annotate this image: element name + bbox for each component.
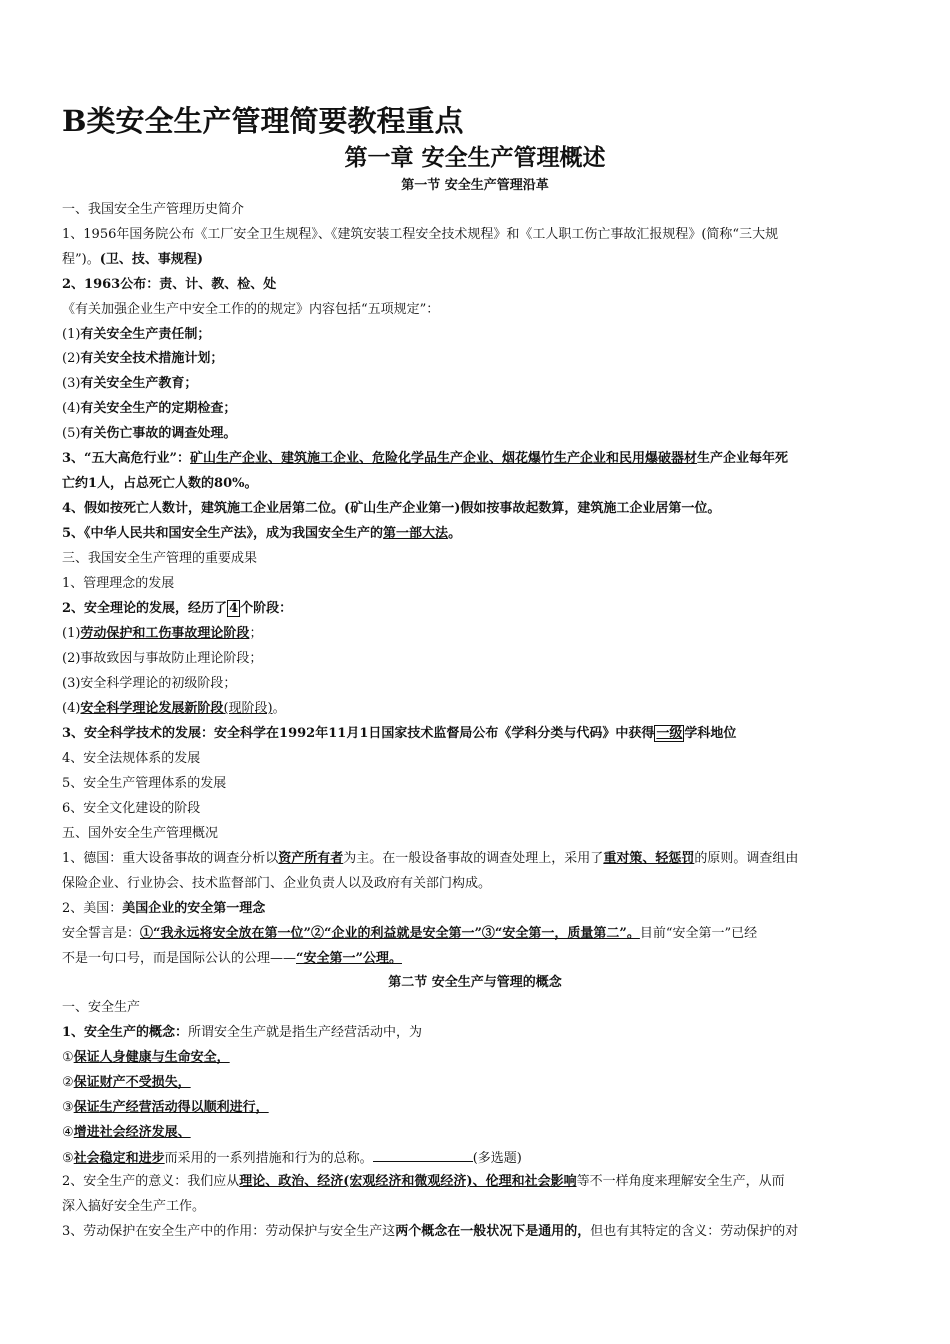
list-item: ⑤社会稳定和进步而采用的一系列措施和行为的总称。 (多选题) <box>62 1151 522 1166</box>
paragraph-line: 程”)。(卫、技、事规程) <box>62 252 204 267</box>
paragraph-line: 亡约1人，占总死亡人数的80%。 <box>62 476 258 491</box>
paragraph-line: 6、安全文化建设的阶段 <box>62 801 201 816</box>
list-item: (2)事故致因与事故防止理论阶段； <box>62 651 263 666</box>
paragraph-line: 2、安全理论的发展，经历了 4 个阶段： <box>62 601 293 616</box>
paragraph-line: 2、美国：美国企业的安全第一理念 <box>62 901 266 916</box>
paragraph-line: 2、1963公布：责、计、教、检、处 <box>62 277 277 292</box>
heading-safety-production: 一、安全生产 <box>62 1000 141 1015</box>
list-item: ③保证生产经营活动得以顺利进行， <box>62 1100 269 1115</box>
paragraph-line: 不是一句口号，而是国际公认的公理——“安全第一”公理。 <box>62 951 402 966</box>
list-item: ④增进社会经济发展、 <box>62 1125 191 1140</box>
list-item: (1)劳动保护和工伤事故理论阶段； <box>62 626 263 641</box>
paragraph-line: 4、安全法规体系的发展 <box>62 751 201 766</box>
paragraph-line: 深入搞好安全生产工作。 <box>62 1199 206 1214</box>
heading-history: 一、我国安全生产管理历史简介 <box>62 202 245 217</box>
paragraph-line: 3、“五大高危行业”：矿山生产企业、建筑施工企业、危险化学品生产企业、烟花爆竹生产企业和民用爆破器材生产企业每年死 <box>62 451 789 466</box>
paragraph-line: 3、劳动保护在安全生产中的作用：劳动保护与安全生产这两个概念在一般状况下是通用的，但也有其特定的含义：劳动保护的对 <box>62 1224 799 1239</box>
list-item: (4)有关安全生产的定期检查； <box>62 401 237 416</box>
paragraph-line: 保险企业、行业协会、技术监督部门、企业负责人以及政府有关部门构成。 <box>62 876 492 891</box>
paragraph-line: 3、安全科学技术的发展：安全科学在1992年11月1日国家技术监督局公布《学科分类与代码》中获得 一级 学科地位 <box>62 726 737 741</box>
answer-blank <box>373 1149 473 1162</box>
chapter-title: 第一章 安全生产管理概述 <box>344 144 606 171</box>
heading-achievements: 三、我国安全生产管理的重要成果 <box>62 551 258 566</box>
list-item: (2)有关安全技术措施计划； <box>62 351 224 366</box>
list-item: ②保证财产不受损失， <box>62 1075 191 1090</box>
list-item: (3)有关安全生产教育； <box>62 376 198 391</box>
list-item: (3)安全科学理论的初级阶段； <box>62 676 237 691</box>
heading-foreign: 五、国外安全生产管理概况 <box>62 826 219 841</box>
paragraph-line: 1、安全生产的概念：所谓安全生产就是指生产经营活动中，为 <box>62 1025 423 1040</box>
document-title: B类安全生产管理简要教程重点 <box>62 104 464 138</box>
paragraph-line: 1、1956年国务院公布《工厂安全卫生规程》、《建筑安装工程安全技术规程》和《工人职工伤亡事故汇报规程》(简称“三大规 <box>62 227 779 242</box>
list-item: ①保证人身健康与生命安全， <box>62 1050 230 1065</box>
paragraph-line: 1、管理理念的发展 <box>62 576 175 591</box>
paragraph-line: 《有关加强企业生产中安全工作的的规定》内容包括“五项规定”： <box>62 302 440 317</box>
list-item: (5)有关伤亡事故的调查处理。 <box>62 426 237 441</box>
section-title-1: 第一节 安全生产管理沿革 <box>401 178 549 193</box>
paragraph-line: 安全誓言是：①“我永远将安全放在第一位”②“企业的利益就是安全第一”③“安全第一，质量第二”。目前“安全第一”已经 <box>62 926 758 941</box>
paragraph-line: 1、德国：重大设备事故的调查分析以资产所有者为主。在一般设备事故的调查处理上，采用了重对策、轻惩罚的原则。调查组由 <box>62 851 799 866</box>
section-title-2: 第二节 安全生产与管理的概念 <box>388 975 562 990</box>
list-item: (4)安全科学理论发展新阶段(现阶段)。 <box>62 701 286 716</box>
list-item: (1)有关安全生产责任制； <box>62 327 211 342</box>
paragraph-line: 4、假如按死亡人数计，建筑施工企业居第二位。(矿山生产企业第一)假如按事故起数算，建筑施工企业居第一位。 <box>62 501 721 516</box>
paragraph-line: 5、安全生产管理体系的发展 <box>62 776 227 791</box>
paragraph-line: 5、《中华人民共和国安全生产法》，成为我国安全生产的第一部大法。 <box>62 526 462 541</box>
paragraph-line: 2、安全生产的意义：我们应从理论、政治、经济(宏观经济和微观经济)、伦理和社会影响等不一样角度来理解安全生产，从而 <box>62 1174 785 1189</box>
